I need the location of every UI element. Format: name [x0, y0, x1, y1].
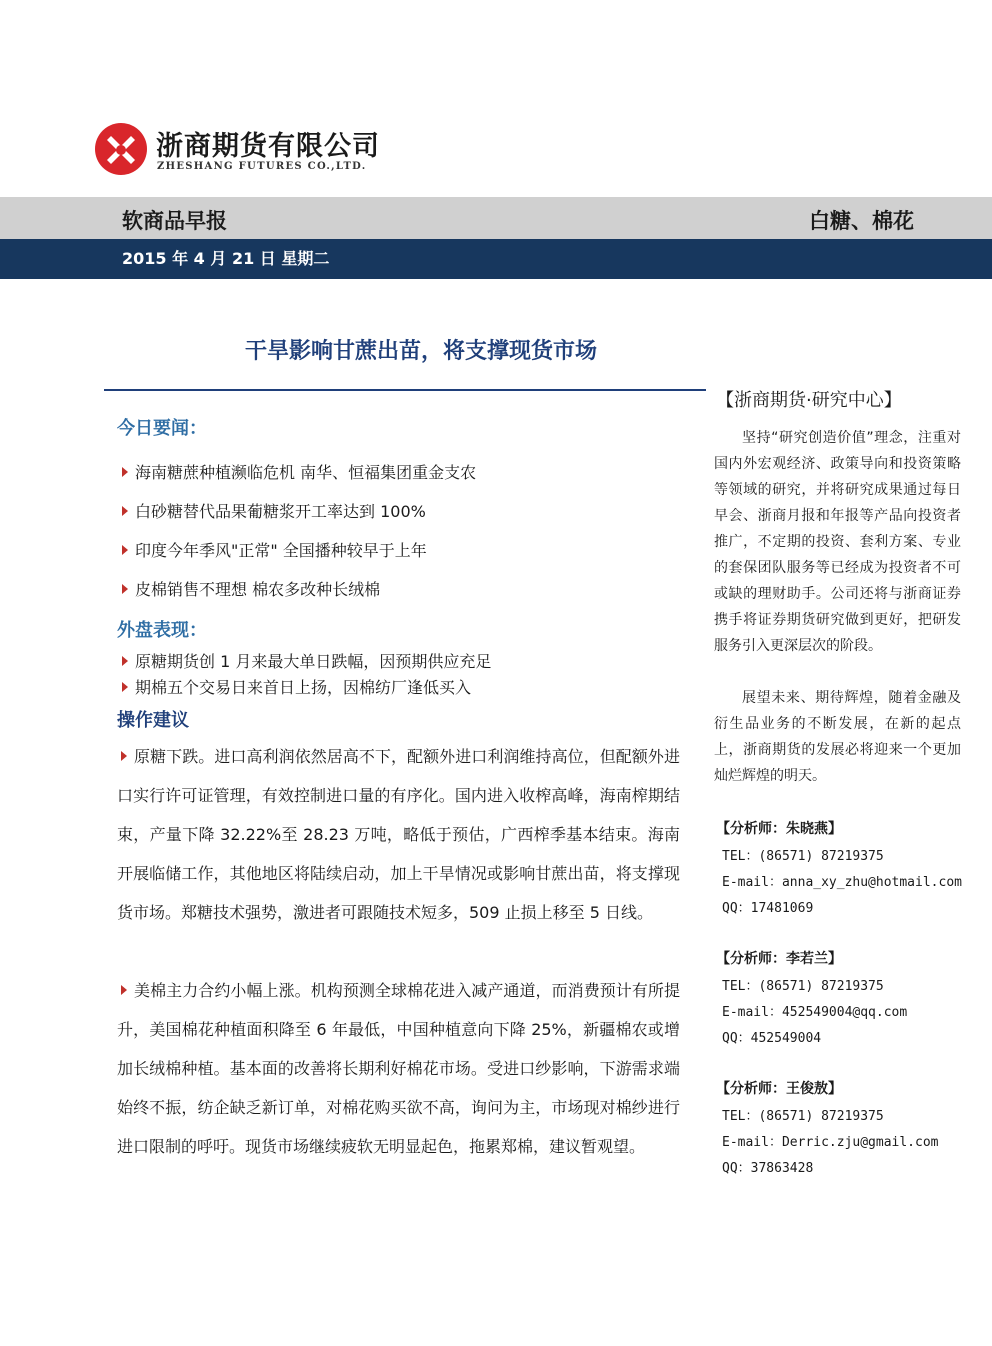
- overseas-section-title: 外盘表现：: [117, 620, 207, 641]
- bullet-triangle-icon: [122, 584, 128, 594]
- advice-section-title: 操作建议: [117, 710, 189, 731]
- bullet-triangle-icon: [121, 985, 127, 995]
- analyst-tel: TEL：(86571) 87219375: [722, 849, 884, 864]
- overseas-item: 原糖期货创 1 月来最大单日跌幅，因预期供应充足: [122, 649, 491, 672]
- analyst-email[interactable]: E-mail：anna_xy_zhu@hotmail.com: [722, 875, 962, 890]
- research-center-outlook: 展望未来、期待辉煌，随着金融及衍生品业务的不断发展，在新的起点上，浙商期货的发展必将迎来一个更加灿烂辉煌的明天。: [714, 690, 961, 784]
- analyst-qq: QQ：452549004: [722, 1031, 822, 1046]
- company-logo-icon: [94, 122, 148, 176]
- headline: 干旱影响甘蔗出苗，将支撑现货市场: [244, 339, 597, 364]
- bullet-triangle-icon: [122, 545, 128, 555]
- news-item: 皮棉销售不理想 棉农多改种长绒棉: [122, 577, 380, 600]
- analyst-tel: TEL：(86571) 87219375: [722, 1109, 884, 1124]
- report-type: 软商品早报: [122, 209, 227, 233]
- bullet-triangle-icon: [122, 506, 128, 516]
- analyst-qq: QQ：37863428: [722, 1161, 814, 1176]
- research-center-intro: 坚持“研究创造价值”理念，注重对国内外宏观经济、政策导向和投资策略等领域的研究，并将研究成果通过每日早会、浙商月报和年报等产品向投资者推广，不定期的投资、套利方案、专业的套保团队服务等已经成为投资者不可或缺的理财助手。公司还将与浙商证券携手将证券期货研究做到更好，把研发服务引入更深层次的阶段。: [714, 430, 961, 654]
- analyst-name: 【分析师：朱晓燕】: [716, 821, 842, 837]
- company-name-en: ZHESHANG FUTURES CO.,LTD.: [157, 161, 367, 172]
- bullet-triangle-icon: [121, 751, 127, 761]
- news-item: 印度今年季风"正常" 全国播种较早于上年: [122, 538, 427, 561]
- bullet-triangle-icon: [122, 682, 128, 692]
- bullet-triangle-icon: [122, 656, 128, 666]
- analyst-name: 【分析师：李若兰】: [716, 951, 842, 967]
- report-date: 2015 年 4 月 21 日 星期二: [122, 249, 330, 268]
- headline-divider: [104, 389, 706, 391]
- news-item: 白砂糖替代品果葡糖浆开工率达到 100%: [122, 499, 426, 522]
- analyst-name: 【分析师：王俊敖】: [716, 1081, 842, 1097]
- analyst-email[interactable]: E-mail：452549004@qq.com: [722, 1005, 908, 1020]
- company-name-cn: 浙商期货有限公司: [156, 131, 380, 162]
- news-item: 海南糖蔗种植濒临危机 南华、恒福集团重金支农: [122, 460, 476, 483]
- advice-sugar-paragraph: 原糖下跌。进口高利润依然居高不下，配额外进口利润维持高位，但配额外进口实行许可证管理，有效控制进口量的有序化。国内进入收榨高峰，海南榨期结束，产量下降 32.22%至 28.23 万吨，略低于预估，广西榨季基本结束。海南开展临储工作，其他地区将陆续启动，加上干旱情况或影响甘蔗出苗，将支撑现货市场。郑糖技术强势，激进者可跟随技术短多，509 止损上移至 5 日线。: [117, 747, 680, 922]
- research-center-title: 【浙商期货·研究中心】: [716, 390, 902, 411]
- bullet-triangle-icon: [122, 467, 128, 477]
- overseas-item: 期棉五个交易日来首日上扬，因棉纺厂逢低买入: [122, 675, 471, 698]
- advice-cotton-paragraph: 美棉主力合约小幅上涨。机构预测全球棉花进入减产通道，而消费预计有所提升，美国棉花种植面积降至 6 年最低，中国种植意向下降 25%，新疆棉农或增加长绒棉种植。基本面的改善将长期利好棉花市场。受进口纱影响，下游需求端始终不振，纺企缺乏新订单，对棉花购买欲不高，询问为主，市场现对棉纱进行进口限制的呼吁。现货市场继续疲软无明显起色，拖累郑棉，建议暂观望。: [117, 981, 680, 1156]
- analyst-tel: TEL：(86571) 87219375: [722, 979, 884, 994]
- analyst-email[interactable]: E-mail：Derric.zju@gmail.com: [722, 1135, 939, 1150]
- report-products: 白糖、棉花: [809, 209, 914, 233]
- news-section-title: 今日要闻：: [117, 418, 207, 439]
- analyst-qq: QQ：17481069: [722, 901, 814, 916]
